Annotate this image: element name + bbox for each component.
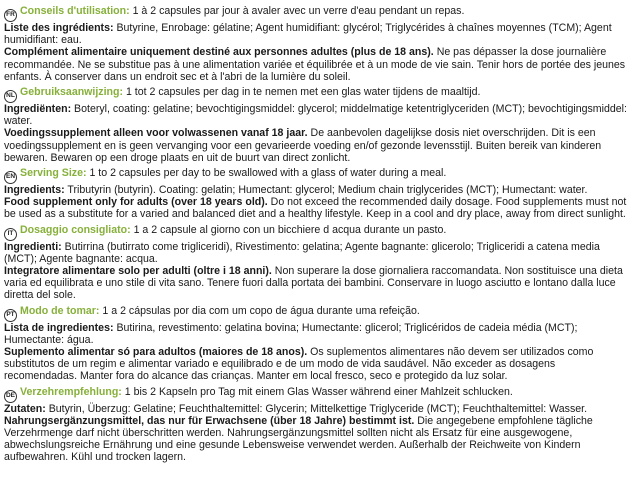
usage-heading: Conseils d'utilisation: <box>20 5 130 17</box>
section-de <box>4 386 629 464</box>
usage-text: 1 to 2 capsules per day to be swallowed with a glass of water during a meal. <box>86 167 447 180</box>
supplement-label: Voedingssupplement alleen voor volwassenen vanaf 18 jaar. <box>4 127 308 140</box>
supplement-label: Nahrungsergänzungsmittel, das nur für Erwachsene (über 18 Jahre) bestimmt ist. <box>4 414 415 427</box>
section-fr <box>4 5 629 83</box>
supplement-text: Os suplementos alimentares não devem ser utilizados como substitutos de um regim e alimentar variado e equilibrado e de um modo de vida saudável. Não exceder as dosagens recomendadas. Manter fora do alcance das crianças. Manter em local fresco, seco e protegido da luz solar. <box>4 346 594 383</box>
supplement-label: Food supplement only for adults (over 18 years old). <box>4 196 268 209</box>
section-pt <box>4 305 629 383</box>
ingredients-text: Tributyrin (butyrin). Coating: gelatin; Humectant: glycerol; Medium chain triglycerides (MCT); Humectant: water. <box>64 184 588 197</box>
usage-text: 1 à 2 capsules par jour à avaler avec un verre d'eau pendant un repas. <box>129 5 465 17</box>
ingredients-label: Lista de ingredientes: <box>4 321 114 334</box>
language-badge-en: EN <box>4 171 17 184</box>
ingredients-label: Ingredienti: <box>4 240 62 253</box>
usage-heading: Modo de tomar: <box>20 304 100 317</box>
usage-heading: Dosaggio consigliato: <box>20 223 131 236</box>
supplement-text: De aanbevolen dagelijkse dosis niet overschrijden. Dit is een voedingssupplement en is geen vervanging voor een gevarieerde voeding en/of gezonde levensstijl. Buiten bereik van kinderen bewaren. Bewaren op een droge plaats en uit de buurt van direct zonlicht. <box>4 127 602 164</box>
ingredients-label: Ingrediënten: <box>4 103 72 116</box>
ingredients-label: Ingredients: <box>4 184 65 197</box>
usage-heading: Gebruiksaanwijzing: <box>20 86 124 99</box>
ingredients-label: Liste des ingrédients: <box>4 22 114 34</box>
language-badge-nl: NL <box>4 90 17 103</box>
section-en <box>4 167 629 221</box>
usage-text: 1 tot 2 capsules per dag in te nemen met een glas water tijdens de maaltijd. <box>123 86 481 99</box>
usage-heading: Verzehrempfehlung: <box>20 385 122 398</box>
language-badge-fr: FR <box>4 9 17 22</box>
supplement-text: Die angegebene empfohlene tägliche Verzehrmenge darf nicht überschritten werden. Nahrungsergänzungsmittel sollten nicht als Ersatz für eine ausgewogene, abwechslungsreiche Ernährung und eine gesunde Lebensweise verwendet werden. Außerhalb der Reichweite von Kindern aufbewahren. Kühl und trocken lagern. <box>4 414 593 464</box>
language-badge-it: IT <box>4 228 17 241</box>
supplement-text: Do not exceed the recommended daily dosage. Food supplements must not be used as a substitute for a varied and balanced diet and a healthy lifestyle. Keep in a cool and dry place, away from direct sunlight. <box>4 196 627 221</box>
supplement-label: Integratore alimentare solo per adulti (oltre i 18 anni). <box>4 265 272 278</box>
supplement-text: Non superare la dose giornaliera raccomandata. Non sostituisce una dieta varia ed equilibrata e uno stile di vita sano. Tenere fuori dalla portata dei bambini. Conservare in luogo asciutto e lontano dalla luce diretta del sole. <box>4 265 623 302</box>
supplement-label: Suplemento alimentar só para adultos (maiores de 18 anos). <box>4 346 308 359</box>
ingredients-text: Butirrina (butirrato come trigliceridi), Rivestimento: gelatina; Agente bagnante: glicerolo; Trigliceridi a catena media (MCT); Agente bagnante: acqua. <box>4 240 600 265</box>
language-badge-de: DE <box>4 390 17 403</box>
ingredients-label: Zutaten: <box>4 402 46 415</box>
supplement-text: Ne pas dépasser la dose journalière recommandée. Ne se substitue pas à une alimentation variée et équilibrée et à un mode de vie sain. Tenir hors de portée des jeunes enfants. À conserver dans un endroit sec et à l'abri de la lumière du soleil. <box>4 46 626 83</box>
usage-heading: Serving Size: <box>20 167 87 180</box>
usage-text: 1 bis 2 Kapseln pro Tag mit einem Glas Wasser während einer Mahlzeit schlucken. <box>121 385 513 398</box>
section-nl <box>4 86 629 164</box>
ingredients-text: Butyrine, Enrobage: gélatine; Agent humidifiant: glycérol; Triglycérides à chaînes moyennes (TCM); Agent humidifiant: eau. <box>4 22 612 47</box>
ingredients-text: Butirina, revestimento: gelatina bovina; Humectante: glicerol; Triglicéridos de cadeia média (MCT); Humectante: água. <box>4 321 578 346</box>
supplement-label: Complément alimentaire uniquement destiné aux personnes adultes (plus de 18 ans). <box>4 46 434 59</box>
language-badge-pt: PT <box>4 309 17 322</box>
usage-text: 1 a 2 cápsulas por dia com um copo de água durante uma refeição. <box>99 304 420 317</box>
ingredients-text: Butyrin, Überzug: Gelatine; Feuchthaltemittel: Glycerin; Mittelkettige Triglyceride (MCT); Feuchthaltemittel: Wasser. <box>45 402 588 415</box>
usage-text: 1 a 2 capsule al giorno con un bicchiere d acqua durante un pasto. <box>130 223 447 236</box>
ingredients-text: Boteryl, coating: gelatine; bevochtigingsmiddel: glycerol; middelmatige ketentriglyceriden (MCT); bevochtigingsmiddel: water. <box>4 103 627 128</box>
section-it <box>4 224 629 302</box>
